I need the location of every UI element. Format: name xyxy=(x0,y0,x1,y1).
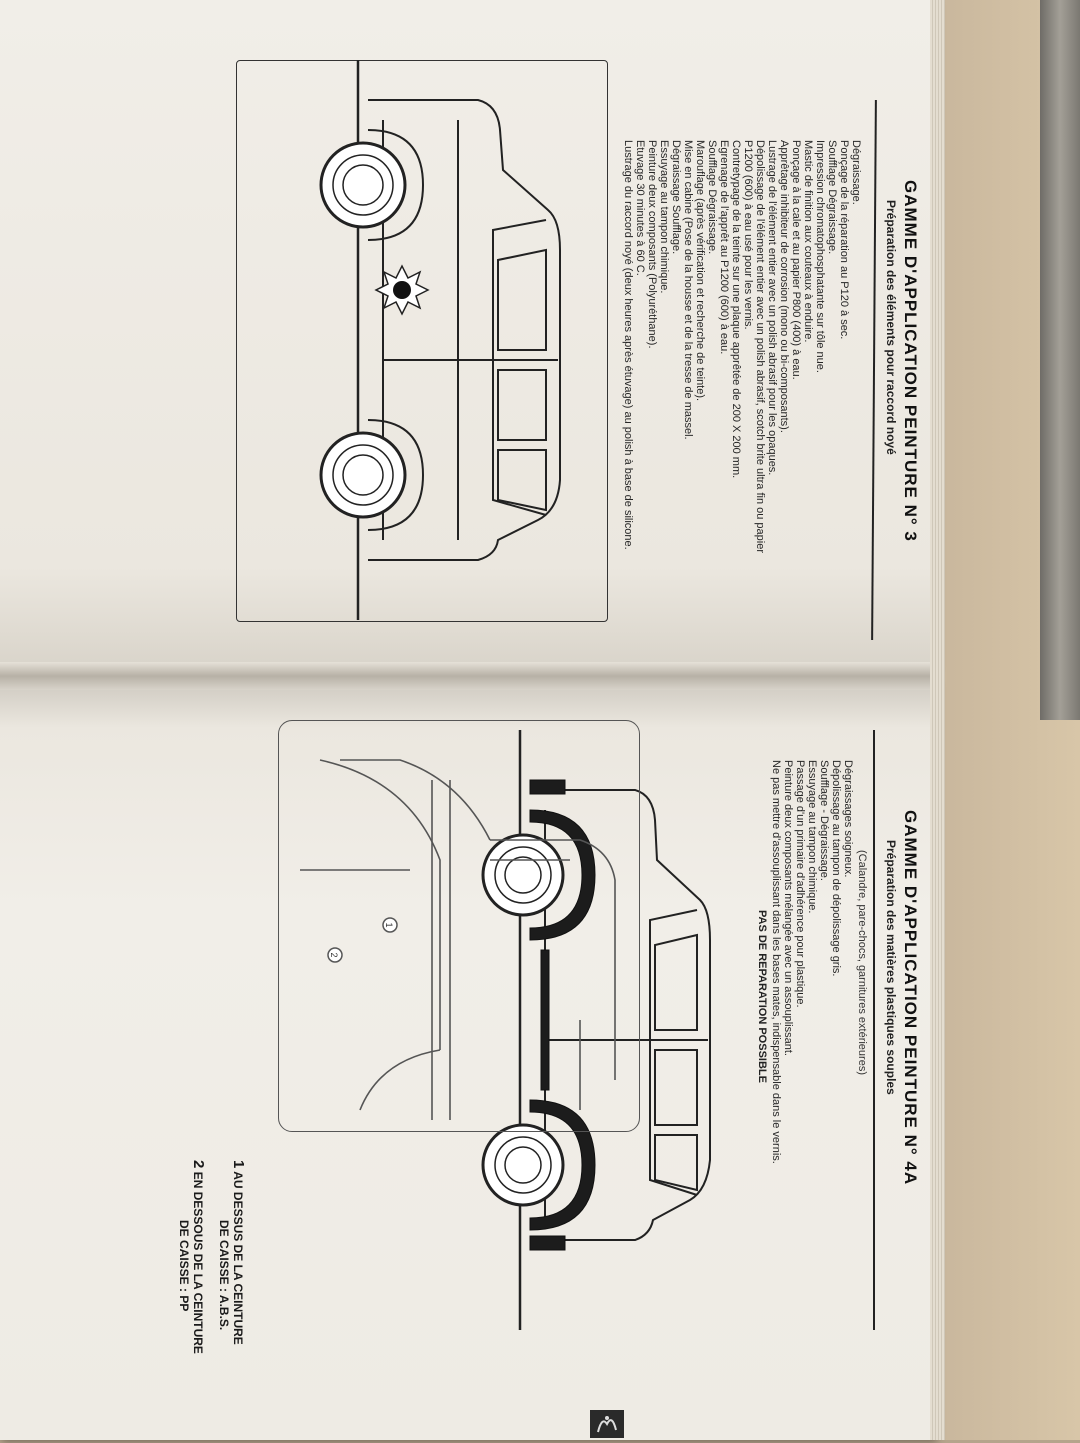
list-item: Mastic de finition aux couteaux à enduire. xyxy=(802,140,814,343)
callout-label: 2 xyxy=(329,952,339,958)
list-item: Apprêtage inhibiteur de corrosion (mono ou bi-composants). xyxy=(778,140,790,433)
list-item: Soufflage - Dégraissage. xyxy=(818,760,830,881)
list-item: Impression chromatophosphatante sur tôle nue. xyxy=(814,140,826,373)
list-item: Egrenage de l'apprêt au P1200 (600) à eau. xyxy=(718,140,730,355)
list-item: Peinture deux composants mélangée avec un assouplissant. xyxy=(782,760,794,1056)
list-item: Ne pas mettre d'assouplissant dans les bases mates, indispensable dans le vernis. xyxy=(770,760,782,1164)
list-item: Dégraissage. xyxy=(850,140,862,205)
section-subtitle: Préparation des matières plastiques souples xyxy=(884,840,898,1095)
list-item: Dépolissage au tampon de dépolissage gris. xyxy=(830,760,842,977)
section-subtitle: Préparation des éléments pour raccord noyé xyxy=(884,200,898,455)
list-item: Lustrage du raccord noyé (deux heures après étuvage) au polish à base de silicone. xyxy=(622,140,634,550)
steps-list xyxy=(622,140,862,553)
list-item: Ponçage à la cale et au papier P800 (400) à eau. xyxy=(790,140,802,380)
legend-text: AU DESSUS DE LA CEINTURE xyxy=(231,1171,245,1345)
rear-quarter-detail-illustration xyxy=(280,720,640,1130)
no-repair-notice: PAS DE REPARATION POSSIBLE xyxy=(756,910,768,1083)
legend-text: EN DESSOUS DE LA CEINTURE xyxy=(191,1171,205,1354)
list-item: Essuyage au tampon chimique. xyxy=(658,140,670,294)
section-title: GAMME D'APPLICATION PEINTURE N° 4A xyxy=(901,810,920,1186)
list-item: Dépolissage de l'élément entier avec un polish abrasif, scotch brite ultra fin ou papier xyxy=(754,140,766,553)
list-item: Dégraissage Soufflage. xyxy=(670,140,682,255)
legend-number: 1 xyxy=(230,1160,247,1169)
page-edges xyxy=(930,0,945,1440)
list-item: Contretypage de la teinte sur une plaque apprêtée de 200 X 200 mm. xyxy=(730,140,742,479)
list-item: Soufflage Dégraissage. xyxy=(826,140,838,255)
section-peinture-3 xyxy=(50,30,930,670)
list-item: Lustrage de l'élément entier avec un polish abrasif pour les opaques. xyxy=(766,140,778,476)
list-item: Ponçage de la réparation au P120 à sec. xyxy=(838,140,850,340)
list-item: Etuvage 30 minutes à 60 C. xyxy=(634,140,646,276)
section-title: GAMME D'APPLICATION PEINTURE N° 3 xyxy=(901,180,920,542)
title-rule xyxy=(873,730,875,1330)
scope-note: (Calandre, pare-chocs, garnitures extérieures) xyxy=(856,850,868,1075)
legend-text: DE CAISSE : PP xyxy=(177,1220,191,1312)
legend-number: 2 xyxy=(190,1160,207,1169)
list-item: Marouflage (après vérification et recherche de teinte). xyxy=(694,140,706,402)
car-side-illustration xyxy=(238,60,608,620)
callout-label: 1 xyxy=(384,922,394,928)
list-item: Passage d'un primaire d'adhérence pour plastique. xyxy=(794,760,806,1008)
list-item: P1200 (600) à eau usé pour les vernis. xyxy=(742,140,754,330)
brand-logo-icon xyxy=(590,1410,624,1438)
list-item: Mise en cabine (Pose de la housse et de la tresse de massel. xyxy=(682,140,694,440)
steps-list xyxy=(770,760,854,1164)
title-rule xyxy=(871,100,877,640)
plastic-wrap xyxy=(1040,0,1080,720)
section-peinture-4a xyxy=(50,700,930,1400)
legend-item-2 xyxy=(177,1160,205,1354)
damage-marker-icon xyxy=(376,266,428,314)
legend-text: DE CAISSE : A.B.S. xyxy=(217,1220,231,1331)
list-item: Essuyage au tampon chimique. xyxy=(806,760,818,914)
list-item: Soufflage Dégraissage. xyxy=(706,140,718,255)
list-item: Peinture deux composants (Polyuréthane). xyxy=(646,140,658,349)
list-item: Dégraissages soigneux. xyxy=(842,760,854,878)
legend-item-1 xyxy=(217,1160,245,1345)
